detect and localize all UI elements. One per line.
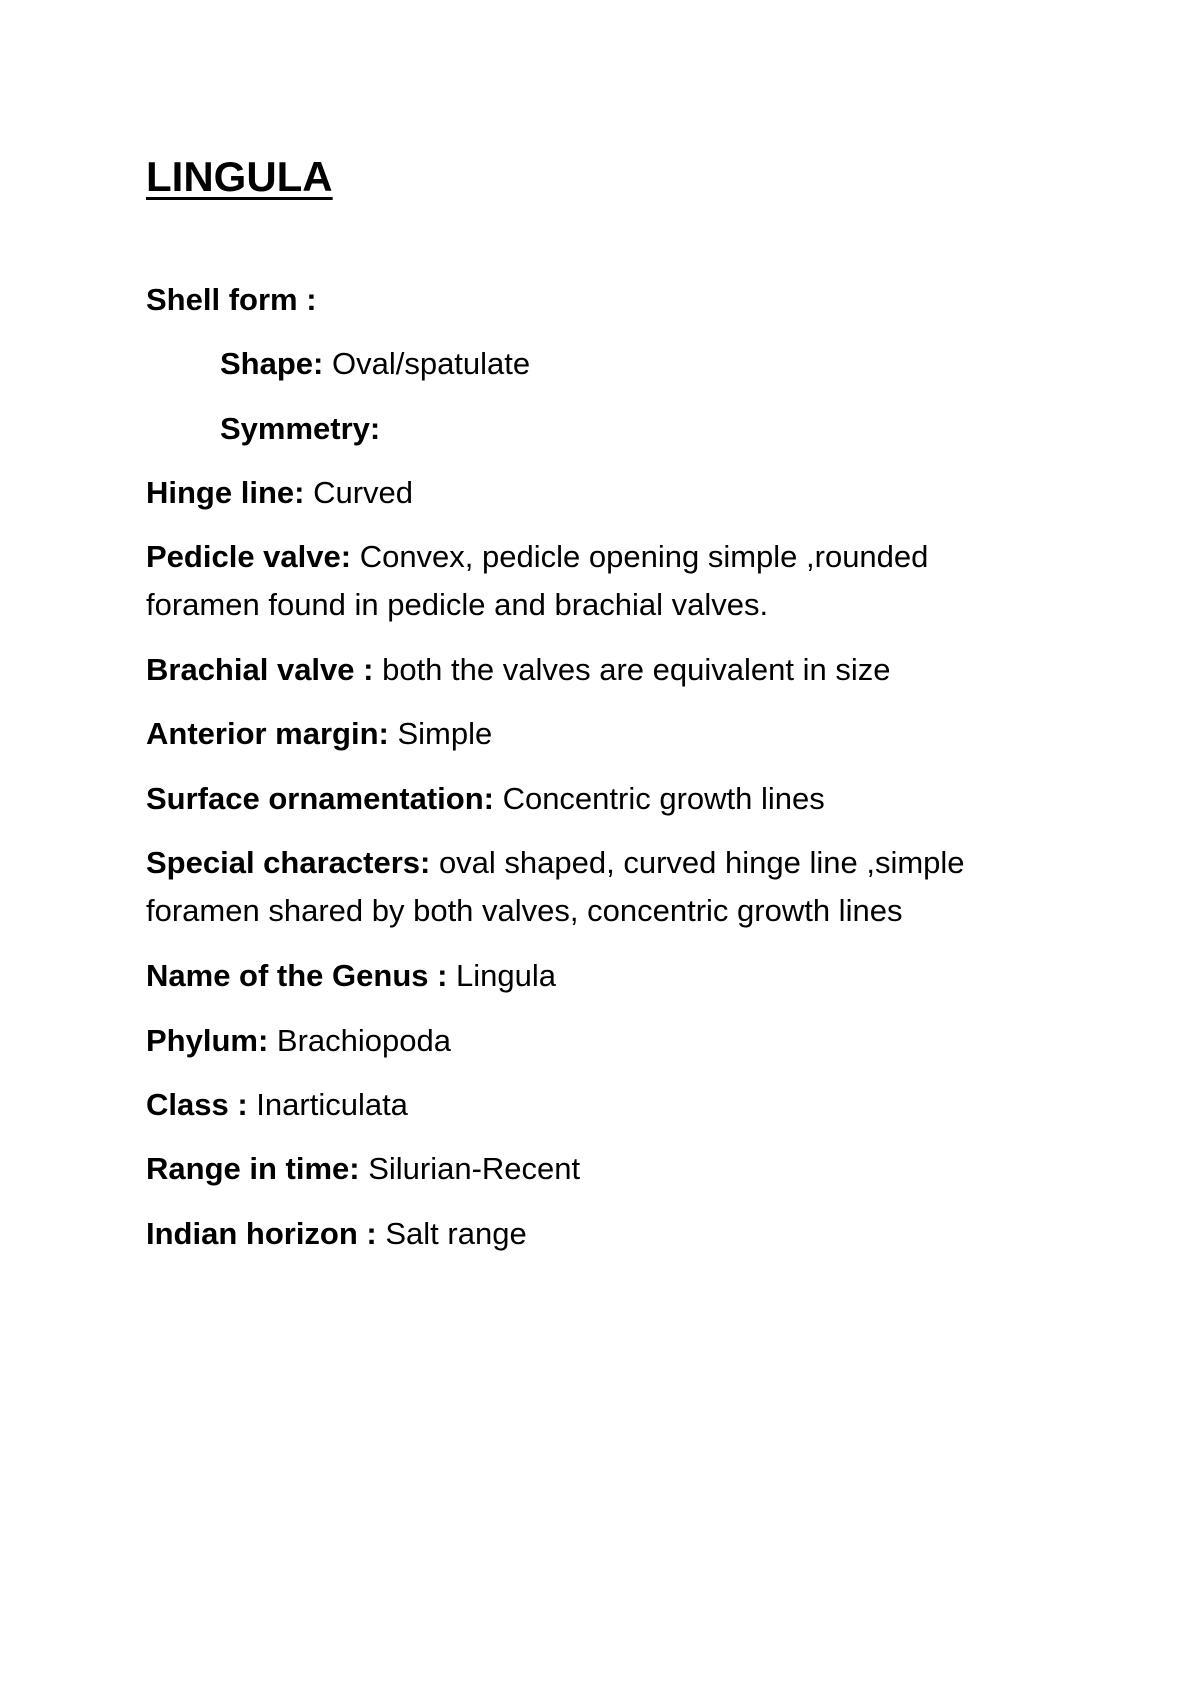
field-label: Range in time: [146, 1151, 360, 1186]
field-shell-form [146, 276, 317, 324]
field-special-characters [146, 839, 965, 935]
field-label: Shape: [220, 346, 324, 381]
field-label: Pedicle valve: [146, 539, 352, 574]
field-value: Lingula [447, 958, 557, 993]
field-value: oval shaped, curved hinge line ,simple [430, 845, 965, 880]
field-label: Phylum: [146, 1023, 269, 1058]
field-value: Convex, pedicle opening simple ,rounded [351, 539, 929, 574]
field-value: Salt range [376, 1216, 527, 1251]
field-genus [146, 952, 556, 1000]
field-value: Concentric growth lines [493, 781, 825, 816]
field-symmetry [220, 405, 380, 453]
field-anterior-margin [146, 710, 492, 758]
field-shape [220, 340, 530, 388]
field-surface-ornamentation [146, 775, 825, 823]
field-value-continued: foramen found in pedicle and brachial valves. [146, 587, 769, 622]
field-label: Brachial valve : [146, 652, 374, 687]
field-value: Oval/spatulate [323, 346, 531, 381]
field-label: Anterior margin: [146, 716, 389, 751]
field-label: Shell form : [146, 282, 317, 317]
field-value: Simple [388, 716, 493, 751]
field-value: Silurian-Recent [359, 1151, 581, 1186]
field-label: Symmetry: [220, 411, 381, 446]
field-indian-horizon [146, 1210, 527, 1258]
field-value: both the valves are equivalent in size [373, 652, 891, 687]
field-value: Brachiopoda [268, 1023, 451, 1058]
field-value-continued: foramen shared by both valves, concentric growth lines [146, 893, 903, 928]
field-brachial-valve [146, 646, 890, 694]
field-label: Special characters: [146, 845, 431, 880]
field-phylum [146, 1017, 451, 1065]
field-label: Surface ornamentation: [146, 781, 494, 816]
field-pedicle-valve [146, 533, 928, 629]
field-value: Curved [304, 475, 413, 510]
field-hinge-line [146, 469, 413, 517]
field-label: Hinge line: [146, 475, 305, 510]
field-class [146, 1081, 408, 1129]
field-label: Name of the Genus : [146, 958, 448, 993]
field-label: Class : [146, 1087, 248, 1122]
field-label: Indian horizon : [146, 1216, 377, 1251]
field-range-in-time [146, 1145, 580, 1193]
page-title: LINGULA [146, 153, 333, 200]
field-value: Inarticulata [247, 1087, 408, 1122]
